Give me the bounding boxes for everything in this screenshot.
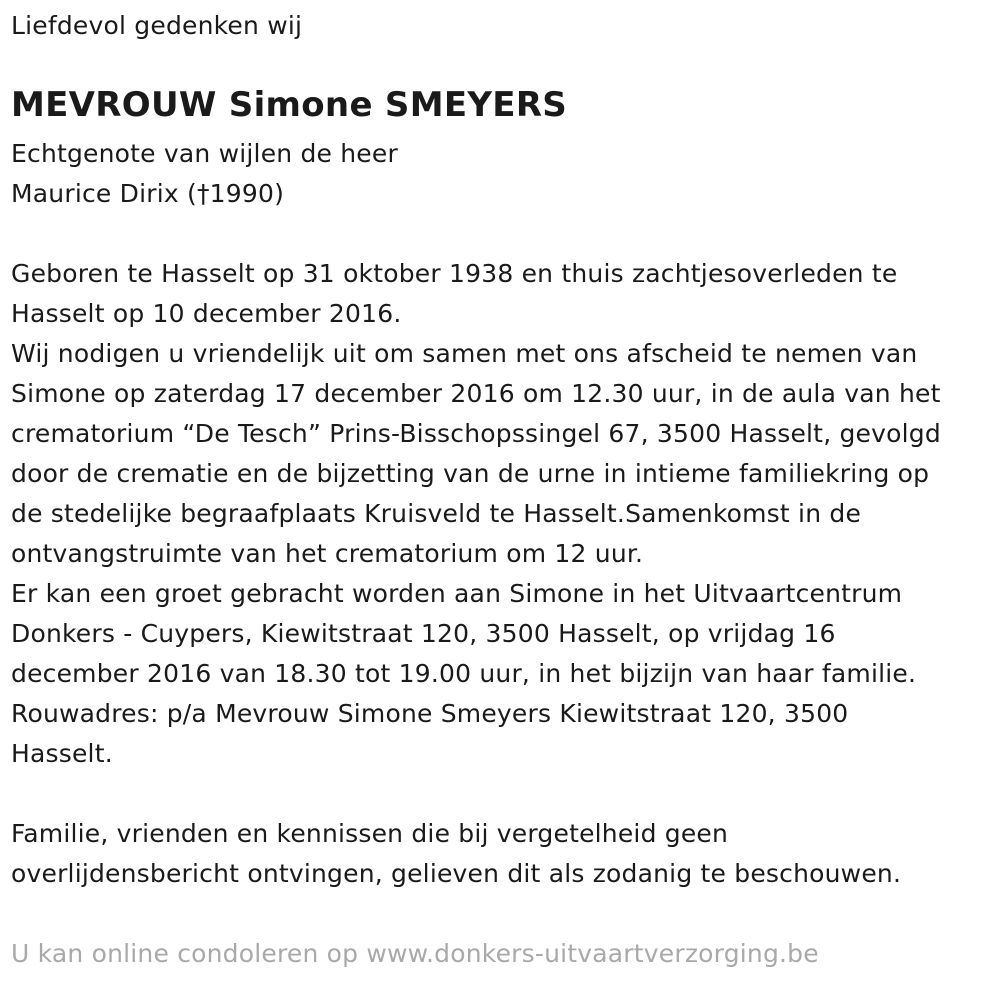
body-line: december 2016 van 18.30 tot 19.00 uur, in het bijzijn van haar familie. [11,659,917,688]
body-line: Rouwadres: p/a Mevrouw Simone Smeyers Kiewitstraat 120, 3500 [11,699,849,728]
body-line: Er kan een groet gebracht worden aan Simone in het Uitvaartcentrum [11,579,903,608]
body-line: crematorium “De Tesch” Prins-Bisschopssingel 67, 3500 Hasselt, gevolgd [11,419,941,448]
deceased-name: MEVROUW Simone SMEYERS [11,85,568,125]
spouse-line: Echtgenote van wijlen de heer [11,139,398,168]
body-line: Donkers - Cuypers, Kiewitstraat 120, 3500 Hasselt, op vrijdag 16 [11,619,836,648]
body-line: Hasselt op 10 december 2016. [11,299,402,328]
closing-note [11,814,901,894]
body-line: Simone op zaterdag 17 december 2016 om 12.30 uur, in de aula van het [11,379,941,408]
intro-text: Liefdevol gedenken wij [11,11,303,40]
closing-line: Familie, vrienden en kennissen die bij vergetelheid geen [11,819,729,848]
body-line: Geboren te Hasselt op 31 oktober 1938 en thuis zachtjesoverleden te [11,259,898,288]
closing-line: overlijdensbericht ontvingen, gelieven dit als zodanig te beschouwen. [11,859,902,888]
spouse-block [11,134,398,214]
body-line: door de crematie en de bijzetting van de urne in intieme familiekring op [11,459,930,488]
body-line: ontvangstruimte van het crematorium om 12 uur. [11,539,644,568]
online-condolence-text: U kan online condoleren op www.donkers-uitvaartverzorging.be [11,939,819,968]
obituary-body [11,254,941,774]
body-line: Wij nodigen u vriendelijk uit om samen met ons afscheid te nemen van [11,339,918,368]
spouse-line: Maurice Dirix (†1990) [11,179,285,208]
body-line: de stedelijke begraafplaats Kruisveld te Hasselt.Samenkomst in de [11,499,862,528]
body-line: Hasselt. [11,739,113,768]
